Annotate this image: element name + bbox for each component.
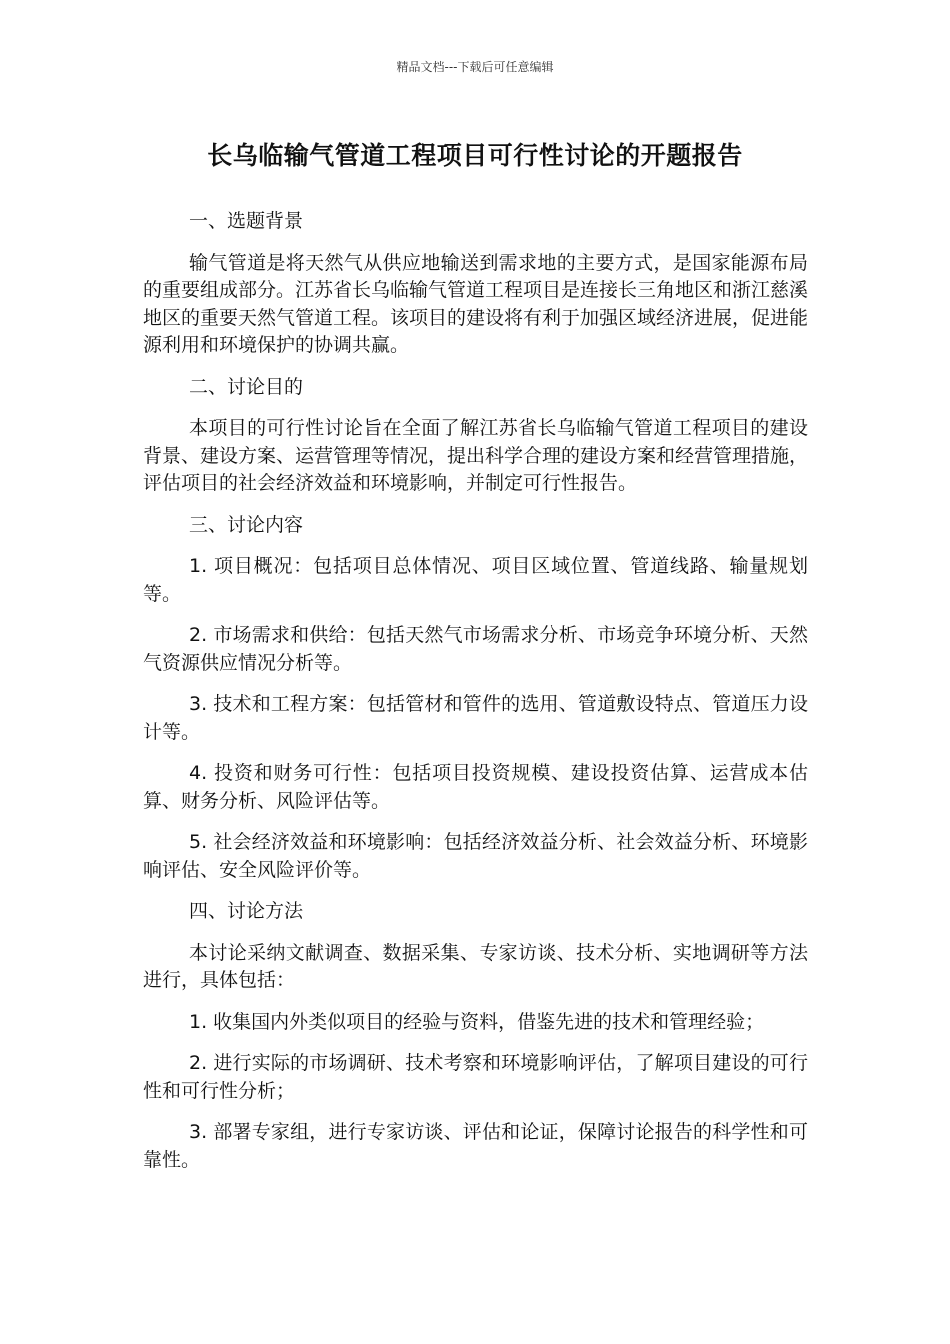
- list-item-content-1: 1. 项目概况：包括项目总体情况、项目区域位置、管道线路、输量规划等。: [143, 555, 808, 605]
- paragraph-background: 输气管道是将天然气从供应地输送到需求地的主要方式，是国家能源布局的重要组成部分。江苏省长乌临输气管道工程项目是连接长三角地区和浙江慈溪地区的重要天然气管道工程。该项目的建设将有利于加强区域经济进展，促进能源利用和环境保护的协调共赢。: [143, 251, 809, 356]
- list-item-content-5: 5. 社会经济效益和环境影响：包括经济效益分析、社会效益分析、环境影响评估、安全风险评价等。: [143, 831, 808, 881]
- list-item-content-2: 2. 市场需求和供给：包括天然气市场需求分析、市场竞争环境分析、天然气资源供应情况分析等。: [143, 624, 808, 674]
- list-item-method-2: 2. 进行实际的市场调研、技术考察和环境影响评估，了解项目建设的可行性和可行性分析；: [143, 1052, 808, 1102]
- paragraph-purpose: 本项目的可行性讨论旨在全面了解江苏省长乌临输气管道工程项目的建设背景、建设方案、运营管理等情况，提出科学合理的建设方案和经营管理措施，评估项目的社会经济效益和环境影响，并制定可行性报告。: [143, 417, 809, 494]
- header-note: 精品文档---下载后可任意编辑: [396, 60, 554, 74]
- section-heading-purpose: 二、讨论目的: [189, 375, 304, 398]
- document-title: 长乌临输气管道工程项目可行性讨论的开题报告: [207, 141, 743, 170]
- list-item-content-4: 4. 投资和财务可行性：包括项目投资规模、建设投资估算、运营成本估算、财务分析、风险评估等。: [143, 762, 808, 812]
- paragraph-method: 本讨论采纳文献调查、数据采集、专家访谈、技术分析、实地调研等方法进行，具体包括：: [143, 941, 808, 991]
- section-heading-method: 四、讨论方法: [189, 900, 304, 922]
- list-item-method-3: 3. 部署专家组，进行专家访谈、评估和论证，保障讨论报告的科学性和可靠性。: [143, 1121, 808, 1171]
- section-heading-background: 一、选题背景: [189, 210, 304, 232]
- list-item-method-1: 1. 收集国内外类似项目的经验与资料，借鉴先进的技术和管理经验；: [189, 1010, 765, 1033]
- list-item-content-3: 3. 技术和工程方案：包括管材和管件的选用、管道敷设特点、管道压力设计等。: [143, 693, 808, 743]
- section-heading-content: 三、讨论内容: [189, 513, 304, 536]
- document-body: [143, 208, 808, 1188]
